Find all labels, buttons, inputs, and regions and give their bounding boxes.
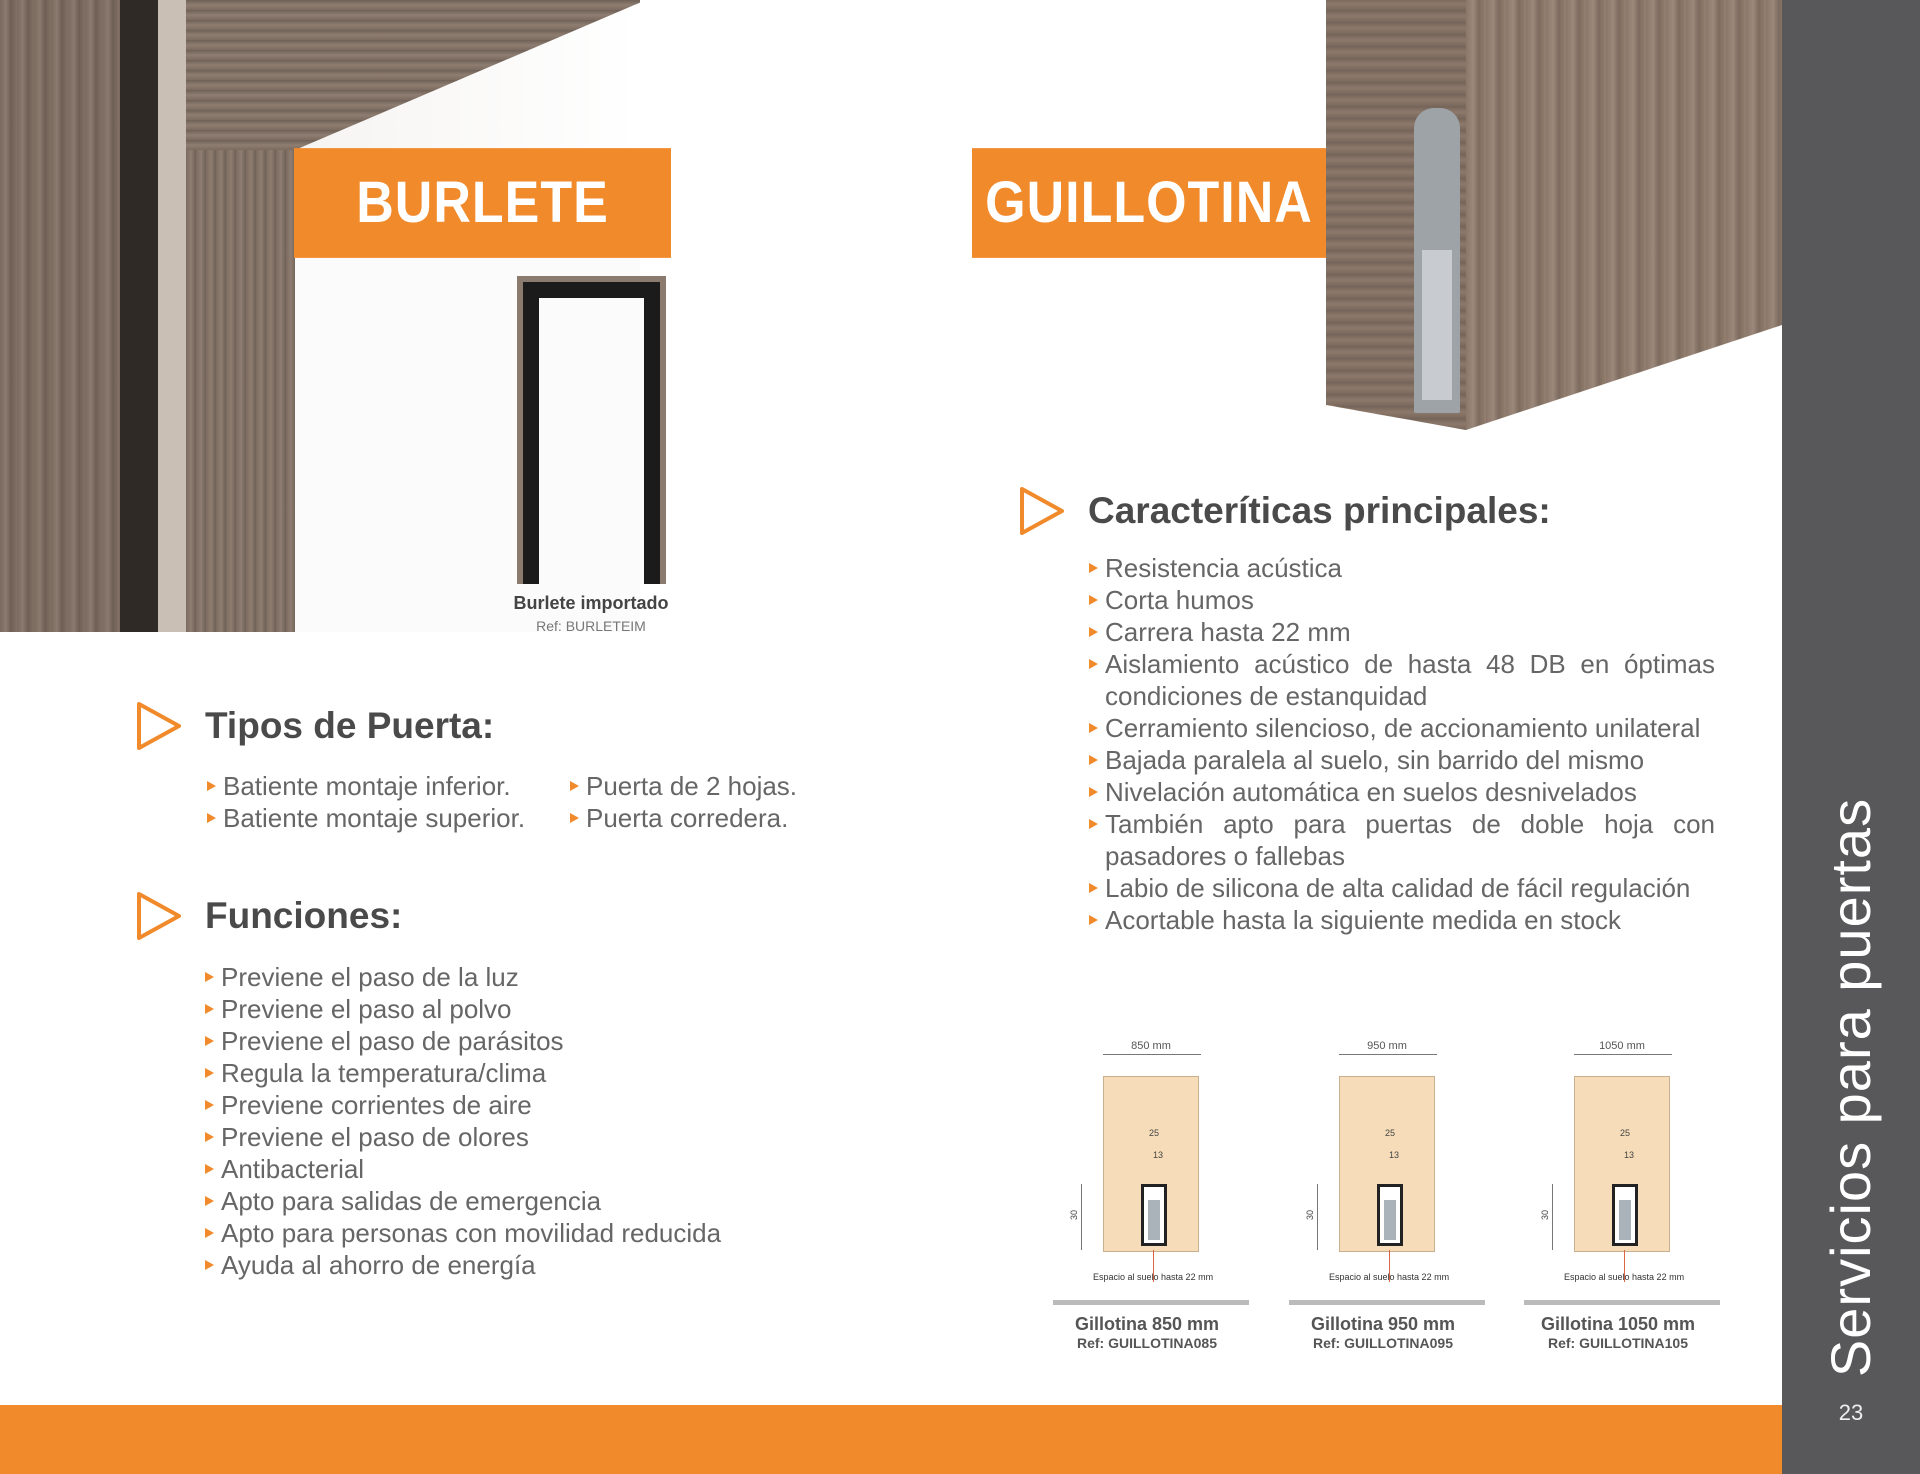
list-item: Bajada paralela al suelo, sin barrido del mismo bbox=[1089, 744, 1715, 776]
tipos-heading-text: Tipos de Puerta: bbox=[205, 705, 495, 746]
guillotina-drawing-950 bbox=[1289, 1040, 1485, 1300]
burlete-title: BURLETE bbox=[294, 148, 671, 258]
guillotina-drawing-1050 bbox=[1524, 1040, 1720, 1300]
list-item: Acortable hasta la siguiente medida en stock bbox=[1089, 904, 1715, 936]
list-item: Regula la temperatura/clima bbox=[205, 1057, 721, 1089]
triangle-play-icon bbox=[133, 700, 185, 752]
drawing-caption-1050 bbox=[1520, 1314, 1716, 1351]
triangle-play-icon bbox=[1016, 485, 1068, 537]
dimension-label: 30 bbox=[1540, 1209, 1551, 1221]
burlete-caption: Burlete importado bbox=[513, 593, 669, 613]
dimension-label: 30 bbox=[1069, 1209, 1080, 1221]
bottom-accent-bar bbox=[0, 1405, 1782, 1474]
list-item: Previene el paso de la luz bbox=[205, 961, 721, 993]
caracteristicas-heading-text: Caracteríticas principales: bbox=[1088, 490, 1551, 531]
burlete-ref: Ref: BURLETEIM bbox=[536, 618, 646, 634]
list-item: Previene el paso al polvo bbox=[205, 993, 721, 1025]
dimension-label: 25 bbox=[1620, 1128, 1631, 1138]
list-item: Previene el paso de parásitos bbox=[205, 1025, 721, 1057]
drawing-name: Gillotina 850 mm bbox=[1074, 1314, 1220, 1334]
drawing-ref: Ref: GUILLOTINA085 bbox=[1076, 1335, 1217, 1351]
caracteristicas-heading bbox=[1016, 485, 1551, 537]
floor-gap-label: Espacio al suelo hasta 22 mm bbox=[1093, 1272, 1214, 1282]
list-item: Previene el paso de olores bbox=[205, 1121, 721, 1153]
drawing-name: Gillotina 950 mm bbox=[1310, 1314, 1456, 1334]
triangle-play-icon bbox=[133, 890, 185, 942]
list-item: Nivelación automática en suelos desnivelados bbox=[1089, 776, 1715, 808]
guillotina-drawing-850 bbox=[1053, 1040, 1249, 1300]
drawing-ref: Ref: GUILLOTINA095 bbox=[1312, 1335, 1453, 1351]
drawing-name: Gillotina 1050 mm bbox=[1540, 1314, 1696, 1334]
list-item: Antibacterial bbox=[205, 1153, 721, 1185]
sidebar-title-text: Servicios para puertas bbox=[1819, 797, 1883, 1378]
list-item: Aislamiento acústico de hasta 48 DB en óptimas condiciones de estanquidad bbox=[1089, 648, 1715, 712]
width-dimension: 850 mm bbox=[1131, 1040, 1171, 1052]
list-item: Cerramiento silencioso, de accionamiento unilateral bbox=[1089, 712, 1715, 744]
dimension-label: 13 bbox=[1153, 1150, 1164, 1160]
tipos-list-col1 bbox=[207, 770, 525, 834]
floor-gap-label: Espacio al suelo hasta 22 mm bbox=[1564, 1272, 1685, 1282]
dimension-label: 30 bbox=[1305, 1209, 1316, 1221]
list-item: Batiente montaje superior. bbox=[207, 802, 525, 834]
dimension-label: 25 bbox=[1385, 1128, 1396, 1138]
list-item: Apto para personas con movilidad reducida bbox=[205, 1217, 721, 1249]
guillotina-door-photo bbox=[1326, 0, 1782, 430]
dimension-label: 13 bbox=[1624, 1150, 1635, 1160]
list-item: Previene corrientes de aire bbox=[205, 1089, 721, 1121]
width-dimension: 1050 mm bbox=[1599, 1040, 1645, 1052]
dimension-label: 13 bbox=[1389, 1150, 1400, 1160]
list-item: Labio de silicona de alta calidad de fácil regulación bbox=[1089, 872, 1715, 904]
list-item: Ayuda al ahorro de energía bbox=[205, 1249, 721, 1281]
page-number: 23 bbox=[1838, 1400, 1864, 1425]
caracteristicas-list bbox=[1089, 552, 1715, 936]
tipos-heading bbox=[133, 700, 494, 752]
width-dimension: 950 mm bbox=[1367, 1040, 1407, 1052]
dimension-label: 25 bbox=[1149, 1128, 1160, 1138]
floor-gap-label: Espacio al suelo hasta 22 mm bbox=[1329, 1272, 1450, 1282]
list-item: Corta humos bbox=[1089, 584, 1715, 616]
sidebar-title bbox=[1792, 797, 1910, 1378]
list-item: Puerta corredera. bbox=[570, 802, 797, 834]
list-item: Batiente montaje inferior. bbox=[207, 770, 525, 802]
guillotina-title: GUILLOTINA bbox=[972, 148, 1326, 258]
tipos-list-col2 bbox=[570, 770, 797, 834]
funciones-heading-text: Funciones: bbox=[205, 895, 403, 936]
drawing-caption-850 bbox=[1049, 1314, 1245, 1351]
list-item: También apto para puertas de doble hoja con pasadores o fallebas bbox=[1089, 808, 1715, 872]
drawing-caption-950 bbox=[1285, 1314, 1481, 1351]
list-item: Apto para salidas de emergencia bbox=[205, 1185, 721, 1217]
burlete-frame-illustration bbox=[517, 276, 666, 584]
funciones-heading bbox=[133, 890, 402, 942]
list-item: Puerta de 2 hojas. bbox=[570, 770, 797, 802]
list-item: Carrera hasta 22 mm bbox=[1089, 616, 1715, 648]
funciones-list bbox=[205, 961, 721, 1281]
drawing-ref: Ref: GUILLOTINA105 bbox=[1547, 1335, 1688, 1351]
list-item: Resistencia acústica bbox=[1089, 552, 1715, 584]
